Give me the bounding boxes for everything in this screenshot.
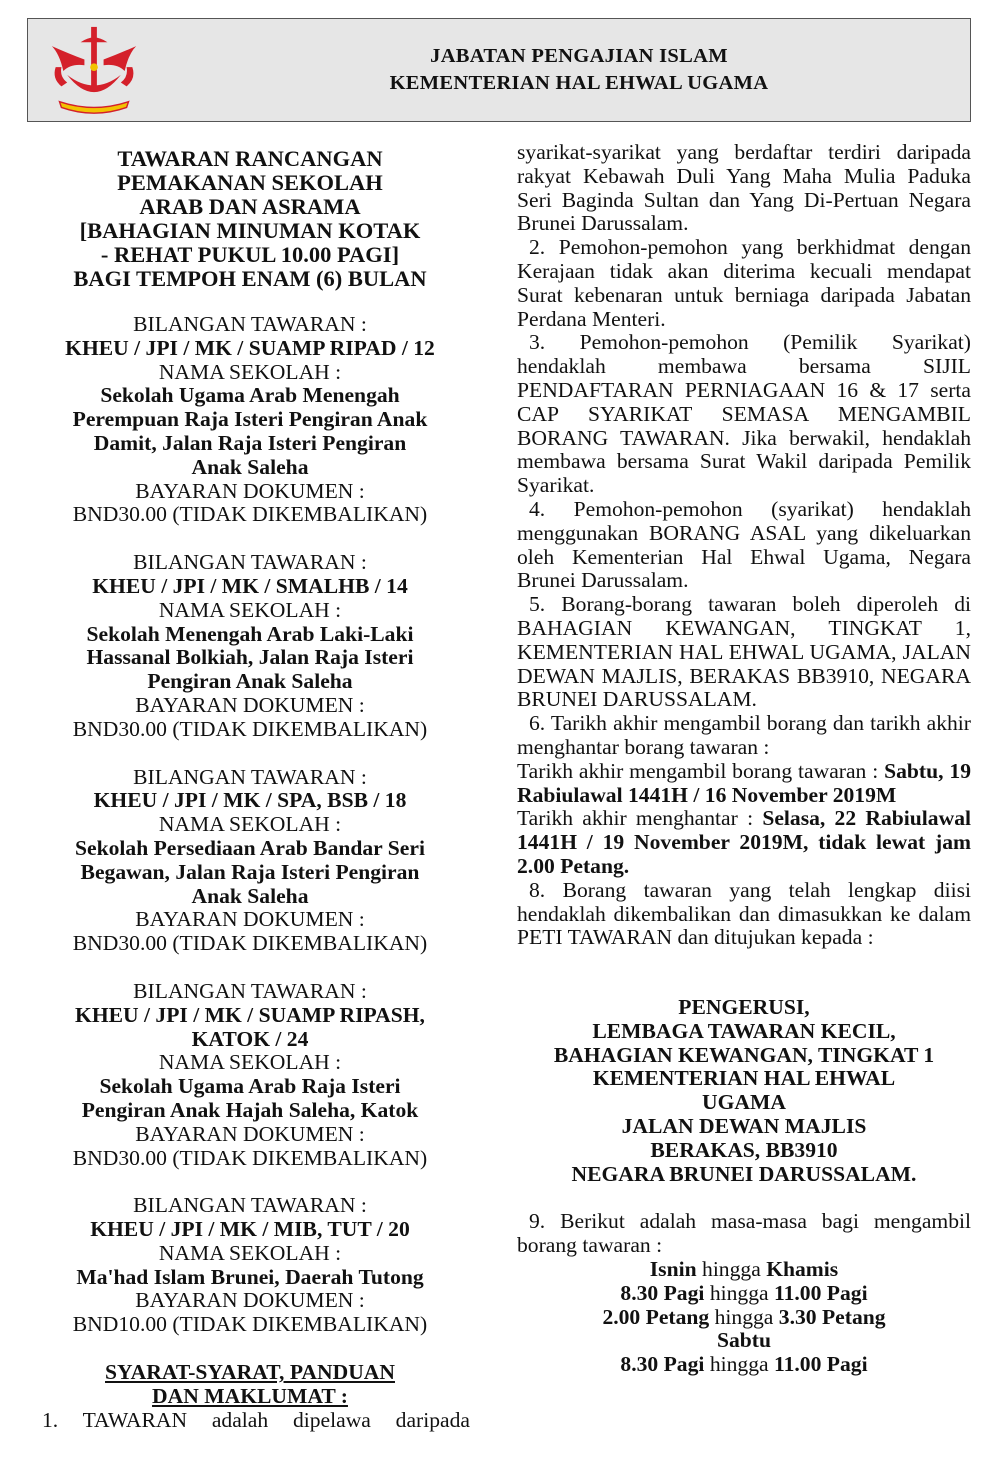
syarat-heading: SYARAT-SYARAT, PANDUAN DAN MAKLUMAT : [105,1360,395,1408]
document-fee: BND30.00 (TIDAK DIKEMBALIKAN) [72,931,428,956]
schedule-saturday: Sabtu [716,1328,772,1353]
tender-block [30,313,470,527]
notice-title: TAWARAN RANCANGAN PEMAKANAN SEKOLAH ARAB DAN ASRAMA [BAHAGIAN MINUMAN KOTAK - REHAT PUKUL 10.00 PAGI] BAGI TEMPOH ENAM (6) BULAN [73,146,427,291]
bilangan-label: BILANGAN TAWARAN : [133,1193,367,1218]
bayaran-label: BAYARAN DOKUMEN : [135,692,365,717]
left-column [30,147,470,1432]
schedule-slot-saturday: 8.30 Pagi hingga 11.00 Pagi [620,1352,868,1377]
tender-code: KHEU / JPI / MK / SMALHB / 14 [92,573,408,598]
address-block: PENGERUSI, LEMBAGA TAWARAN KECIL, BAHAGIAN KEWANGAN, TINGKAT 1 KEMENTERIAN HAL EHWAL UGAMA JALAN DEWAN MAJLIS BERAKAS, BB3910 NEGARA BRUNEI DARUSSALAM. [553,995,935,1186]
right-column [517,141,971,1377]
tender-block [30,766,470,956]
document-fee: BND30.00 (TIDAK DIKEMBALIKAN) [72,502,428,527]
bilangan-label: BILANGAN TAWARAN : [133,978,367,1003]
nama-label: NAMA SEKOLAH : [158,597,342,622]
bayaran-label: BAYARAN DOKUMEN : [135,1288,365,1313]
header-title [228,43,930,97]
bilangan-label: BILANGAN TAWARAN : [133,550,367,575]
deadline-submit [517,807,971,878]
paragraph-3: 3. Pemohon-pemohon (Pemilik Syarikat) hendaklah membawa bersama SIJIL PENDAFTARAN PERNIAGAAN 16 & 17 serta CAP SYARIKAT SEMASA MENGAMBIL BORANG TAWARAN. Jika berwakil, hendaklah membawa bersama Surat Wakil daripada Pemilik Syarikat. [517,330,971,498]
nama-label: NAMA SEKOLAH : [158,812,342,837]
header-banner [27,18,971,122]
ministry-name: KEMENTERIAN HAL EHWAL UGAMA [389,72,769,94]
document-fee: BND30.00 (TIDAK DIKEMBALIKAN) [72,716,428,741]
paragraph-8: 8. Borang tawaran yang telah lengkap diisi hendaklah dikembalikan dan dimasukkan ke dalam PETI TAWARAN dan ditujukan kepada : [517,877,971,950]
bayaran-label: BAYARAN DOKUMEN : [135,1121,365,1146]
tender-block [30,551,470,741]
nama-label: NAMA SEKOLAH : [158,1240,342,1265]
paragraph-1-cont: syarikat-syarikat yang berdaftar terdiri daripada rakyat Kebawah Duli Yang Maha Mulia Paduka Seri Baginda Sultan dan Yang Di-Pertuan Negara Brunei Darussalam. [517,140,971,236]
brunei-crest-icon [46,25,142,117]
department-name: JABATAN PENGAJIAN ISLAM [430,45,728,67]
paragraph-9: 9. Berikut adalah masa-masa bagi mengambil borang tawaran : [517,1209,971,1258]
nama-label: NAMA SEKOLAH : [158,359,342,384]
bayaran-label: BAYARAN DOKUMEN : [135,478,365,503]
school-name: Sekolah Persediaan Arab Bandar Seri Begawan, Jalan Raja Isteri Pengiran Anak Saleha [75,835,425,908]
school-name: Ma'had Islam Brunei, Daerah Tutong [76,1264,424,1289]
tender-code: KHEU / JPI / MK / MIB, TUT / 20 [90,1217,410,1242]
bilangan-label: BILANGAN TAWARAN : [133,764,367,789]
schedule-slot-morning: 8.30 Pagi hingga 11.00 Pagi [620,1280,868,1305]
schedule-weekdays: Isnin hingga Khamis [649,1257,839,1282]
paragraph-4: 4. Pemohon-pemohon (syarikat) hendaklah menggunakan BORANG ASAL yang dikeluarkan oleh Kementerian Hal Ehwal Ugama, Negara Brunei Darussalam. [517,496,971,593]
deadline-submit-label: Tarikh akhir menghantar : [517,806,754,831]
tender-block [30,980,470,1170]
paragraph-5: 5. Borang-borang tawaran boleh diperoleh di BAHAGIAN KEWANGAN, TINGKAT 1, KEMENTERIAN HAL EHWAL UGAMA, JALAN DEWAN MAJLIS, BERAKAS BB3910, NEGARA BRUNEI DARUSSALAM. [517,592,971,712]
school-name: Sekolah Menengah Arab Laki-Laki Hassanal Bolkiah, Jalan Raja Isteri Pengiran Anak Saleha [86,621,414,694]
paragraph-1-start: 1. TAWARAN adalah dipelawa daripada [42,1407,470,1432]
tender-block [30,1194,470,1337]
school-name: Sekolah Ugama Arab Menengah Perempuan Raja Isteri Pengiran Anak Damit, Jalan Raja Isteri Pengiran Anak Saleha [72,383,428,479]
deadline-collect-date: Sabtu, 19 Rabiulawal 1441H / 16 November 2019M [517,758,971,807]
tender-code: KHEU / JPI / MK / SUAMP RIPASH, KATOK / 24 [75,1002,425,1051]
bilangan-label: BILANGAN TAWARAN : [133,312,367,336]
deadline-collect-label: Tarikh akhir mengambil borang tawaran : [517,758,879,783]
document-fee: BND30.00 (TIDAK DIKEMBALIKAN) [72,1145,428,1170]
schedule-slot-afternoon: 2.00 Petang hingga 3.30 Petang [602,1304,886,1329]
school-name: Sekolah Ugama Arab Raja Isteri Pengiran Anak Hajah Saleha, Katok [81,1074,419,1122]
deadline-collect [517,760,971,808]
schedule-block [517,1258,971,1377]
tender-code: KHEU / JPI / MK / SUAMP RIPAD / 12 [65,335,435,360]
nama-label: NAMA SEKOLAH : [158,1050,342,1075]
document-fee: BND10.00 (TIDAK DIKEMBALIKAN) [72,1312,428,1337]
tender-code: KHEU / JPI / MK / SPA, BSB / 18 [93,788,407,813]
paragraph-6: 6. Tarikh akhir mengambil borang dan tarikh akhir menghantar borang tawaran : [517,711,971,759]
bayaran-label: BAYARAN DOKUMEN : [135,907,365,932]
deadline-submit-date: Selasa, 22 Rabiulawal 1441H / 19 November 2019M, tidak lewat jam 2.00 Petang. [517,806,971,878]
paragraph-2: 2. Pemohon-pemohon yang berkhidmat dengan Kerajaan tidak akan diterima kecuali mendapat Surat kebenaran untuk berniaga daripada Jabatan Perdana Menteri. [517,235,971,331]
